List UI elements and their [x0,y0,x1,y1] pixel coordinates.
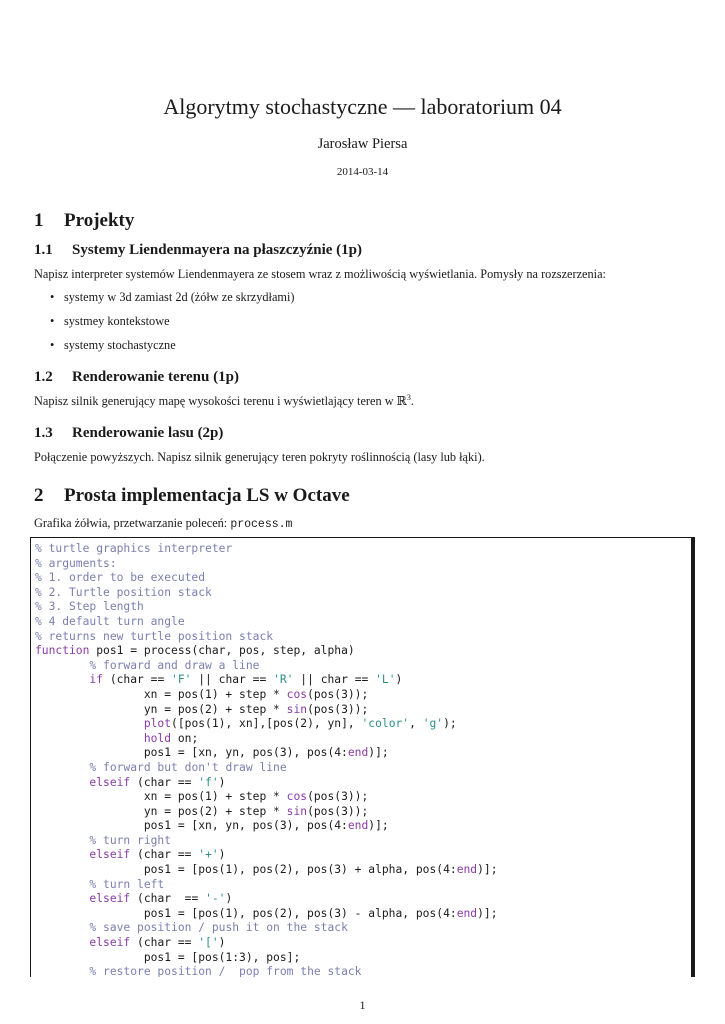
code-line: % forward but don't draw line [89,760,287,774]
subsection-title: Renderowanie terenu (1p) [72,369,239,385]
paragraph [34,394,414,409]
filename: process.m [230,518,293,531]
list-item [50,338,176,353]
code-line: % save position / push it on the stack [89,921,348,935]
code-line: pos1 = [pos(1), pos(2), pos(3) + alpha, pos(4:end)]; [35,863,498,877]
section-number: 2 [34,485,44,506]
paragraph: Połączenie powyższych. Napisz silnik generujący teren pokryty roślinnością (lasy lub łąki). [34,450,485,464]
code-line: % returns new turtle position stack [35,629,274,643]
paragraph-text: Grafika żółwia, przetwarzanie poleceń: [34,516,231,530]
code-line: yn = pos(2) + step * sin(pos(3)); [35,702,369,716]
bullet-icon: • [50,314,55,328]
subsection-number: 1.3 [34,425,53,441]
code-block [35,542,498,977]
code-line: elseif (char == 'f') [89,775,226,789]
paragraph-text: Napisz silnik generujący mapę wysokości terenu i wyświetlający teren w [34,394,397,408]
subsection-1-2-heading [34,369,239,386]
section-2-heading [34,485,350,507]
code-line: % arguments: [35,556,117,570]
code-line: elseif (char == '[') [89,936,226,950]
code-line: function pos1 = process(char, pos, step, alpha) [35,644,355,658]
code-line: xn = pos(1) + step * cos(pos(3)); [35,687,369,701]
list-item-text: systemy stochastyczne [64,338,176,352]
code-line: xn = pos(1) + step * cos(pos(3)); [35,790,369,804]
bullet-icon: • [50,290,55,304]
math-symbol: ℝ [396,394,407,408]
section-title: Prosta implementacja LS w Octave [64,485,350,506]
superscript: 3 [406,392,411,402]
bullet-icon: • [50,338,55,352]
author: Jarosław Piersa [317,136,408,152]
document-title: Algorytmy stochastyczne — laboratorium 04 [163,94,562,119]
list-item [50,290,295,305]
code-line: pos1 = [xn, yn, pos(3), pos(4:end)]; [35,819,389,833]
code-line: pos1 = [xn, yn, pos(3), pos(4:end)]; [35,746,389,760]
code-line: % turn right [89,833,172,847]
code-line: pos1 = [pos(1), pos(2), pos(3) - alpha, pos(4:end)]; [35,906,498,920]
code-line: % forward and draw a line [89,658,260,672]
code-line: % 2. Turtle position stack [35,585,212,599]
code-line: elseif (char == '+') [89,848,226,862]
code-line: pos1 = [pos(1:3), pos]; [35,950,301,964]
section-1-heading [34,210,134,232]
section-title: Projekty [64,210,135,231]
paragraph-tail: . [410,394,414,408]
date: 2014-03-14 [336,166,389,178]
list-item-text: systemy w 3d zamiast 2d (żółw ze skrzydłami) [64,290,295,304]
subsection-number: 1.1 [34,242,53,258]
code-listing [30,537,695,977]
subsection-1-1-heading [34,242,362,259]
section-number: 1 [34,210,44,231]
subsection-1-3-heading [34,425,223,442]
subsection-title: Systemy Liendenmayera na płaszczyźnie (1p) [72,242,362,258]
code-line: plot([pos(1), xn],[pos(2), yn], 'color', 'g'); [143,717,457,731]
code-line: % turtle graphics interpreter [35,542,233,555]
paragraph: Napisz interpreter systemów Liendenmayera ze stosem wraz z możliwością wyświetlania. Pomysły na rozszerzenia: [34,267,606,281]
code-line: % 4 default turn angle [35,614,185,628]
list-item-text: systmey kontekstowe [64,314,170,328]
list-item [50,314,170,329]
page-number: 1 [359,998,366,1012]
code-line: % turn left [89,877,165,891]
code-line: % 3. Step length [35,600,144,614]
subsection-number: 1.2 [34,369,53,385]
code-line: % 1. order to be executed [35,571,206,585]
code-line: yn = pos(2) + step * sin(pos(3)); [35,804,369,818]
subsection-title: Renderowanie lasu (2p) [72,425,224,441]
paragraph [34,516,292,531]
code-line: if (char == 'F' || char == 'R' || char == 'L') [89,673,403,687]
code-line: elseif (char == '-') [89,892,233,906]
code-line: hold on; [143,731,199,745]
code-line: % restore position / pop from the stack [89,965,362,977]
